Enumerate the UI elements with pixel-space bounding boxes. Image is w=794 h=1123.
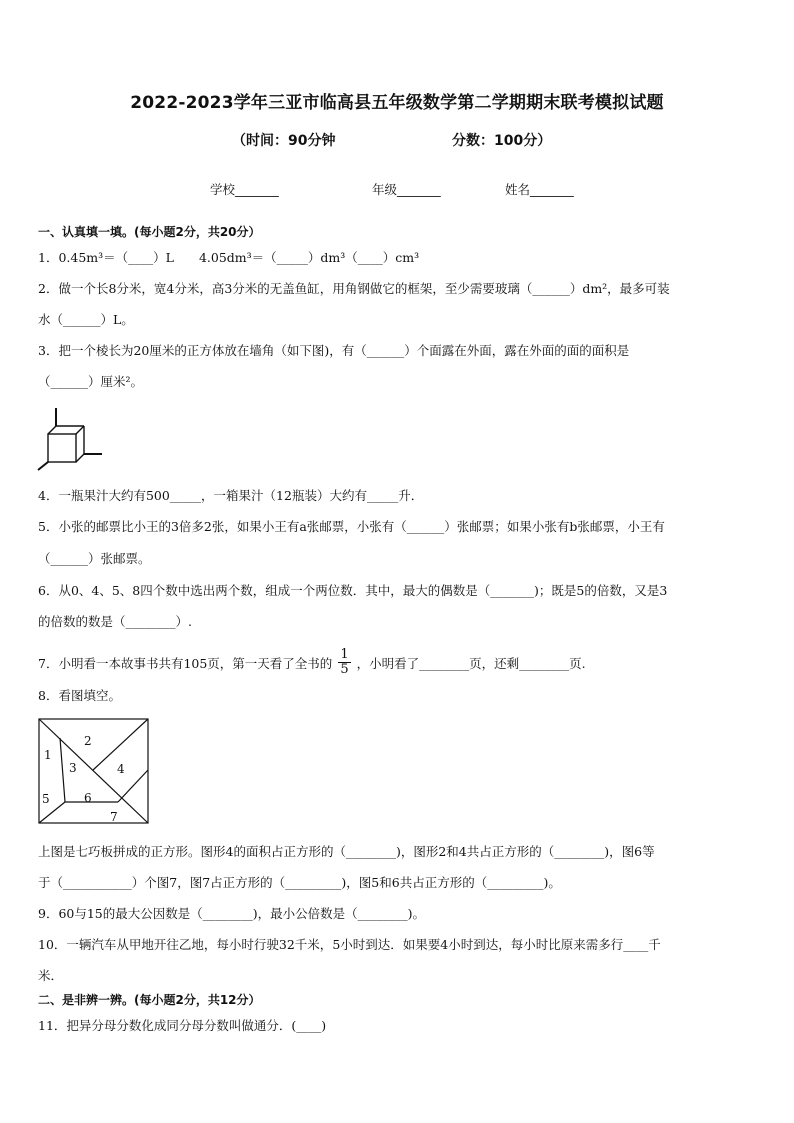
question-11: 11．把异分母分数化成同分母分数叫做通分．(____) — [38, 1018, 327, 1033]
tangram-label-5: 5 — [42, 792, 50, 806]
question-9: 9．60与15的最大公因数是（________)，最小公倍数是（________)。 — [38, 906, 426, 921]
tangram-label-1: 1 — [44, 748, 52, 762]
question-8-line-2: 于（___________）个图7，图7占正方形的（_________)，图5和6共占正方形的（_________)。 — [38, 875, 561, 890]
fraction-one-fifth — [338, 648, 350, 677]
question-3-line-2: （______）厘米²。 — [38, 374, 144, 389]
name-field[interactable]: 姓名_______ — [505, 182, 574, 197]
tangram-label-6: 6 — [84, 791, 92, 805]
exam-title: 2022-2023学年三亚市临高县五年级数学第二学期期末联考模拟试题 — [130, 93, 664, 113]
question-7-prefix: 7．小明看一本故事书共有105页，第一天看了全书的 — [38, 656, 333, 671]
question-2-line-2: 水（______）L。 — [38, 312, 134, 327]
section-heading-1: 一、认真填一填。(每小题2分，共20分） — [38, 225, 261, 239]
fraction-denominator: 5 — [340, 662, 349, 677]
tangram-label-2: 2 — [84, 734, 92, 748]
question-8-line-1: 上图是七巧板拼成的正方形。图形4的面积占正方形的（________)，图形2和4共占正方形的（________)，图6等 — [38, 844, 655, 859]
question-6-line-2: 的倍数的数是（________）. — [38, 614, 192, 629]
question-1: 1．0.45m³＝（____）L 4.05dm³＝（_____）dm³（____）cm³ — [38, 250, 420, 265]
tangram-label-3: 3 — [69, 761, 77, 775]
question-3-line-1: 3．把一个棱长为20厘米的正方体放在墙角（如下图)，有（______）个面露在外面，露在外面的面的面积是 — [38, 343, 630, 358]
question-7-suffix: ，小明看了________页，还剩________页. — [356, 656, 586, 671]
fraction-numerator: 1 — [340, 647, 349, 662]
section-heading-2: 二、是非辨一辨。(每小题2分，共12分） — [38, 993, 261, 1007]
corner-cube-figure — [36, 406, 108, 474]
question-10-line-2: 米． — [38, 968, 64, 983]
question-4: 4．一瓶果汁大约有500_____，一箱果汁（12瓶装）大约有_____升． — [38, 488, 424, 503]
grade-field[interactable]: 年级_______ — [372, 182, 441, 197]
question-7 — [38, 647, 756, 679]
question-8: 8．看图填空。 — [38, 688, 121, 703]
question-6-line-1: 6．从0、4、5、8四个数中选出两个数，组成一个两位数．其中，最大的偶数是（_______)；既是5的倍数，又是3 — [38, 583, 668, 598]
question-5-line-2: （______）张邮票。 — [38, 551, 151, 566]
question-10-line-1: 10．一辆汽车从甲地开往乙地，每小时行驶32千米，5小时到达．如果要4小时到达，每小时比原来需多行____千 — [38, 937, 661, 952]
question-5-line-1: 5．小张的邮票比小王的3倍多2张，如果小王有a张邮票，小张有（______）张邮票；如果小张有b张邮票，小王有 — [38, 519, 665, 534]
total-score: 分数：100分） — [452, 133, 552, 149]
time-limit: （时间：90分钟 — [232, 133, 336, 149]
question-2-line-1: 2．做一个长8分米，宽4分米，高3分米的无盖鱼缸，用角钢做它的框架，至少需要玻璃（______）dm²，最多可装 — [38, 281, 670, 296]
tangram-label-7: 7 — [110, 810, 118, 824]
tangram-figure — [38, 718, 150, 826]
school-field[interactable]: 学校_______ — [210, 182, 279, 197]
tangram-label-4: 4 — [117, 762, 125, 776]
